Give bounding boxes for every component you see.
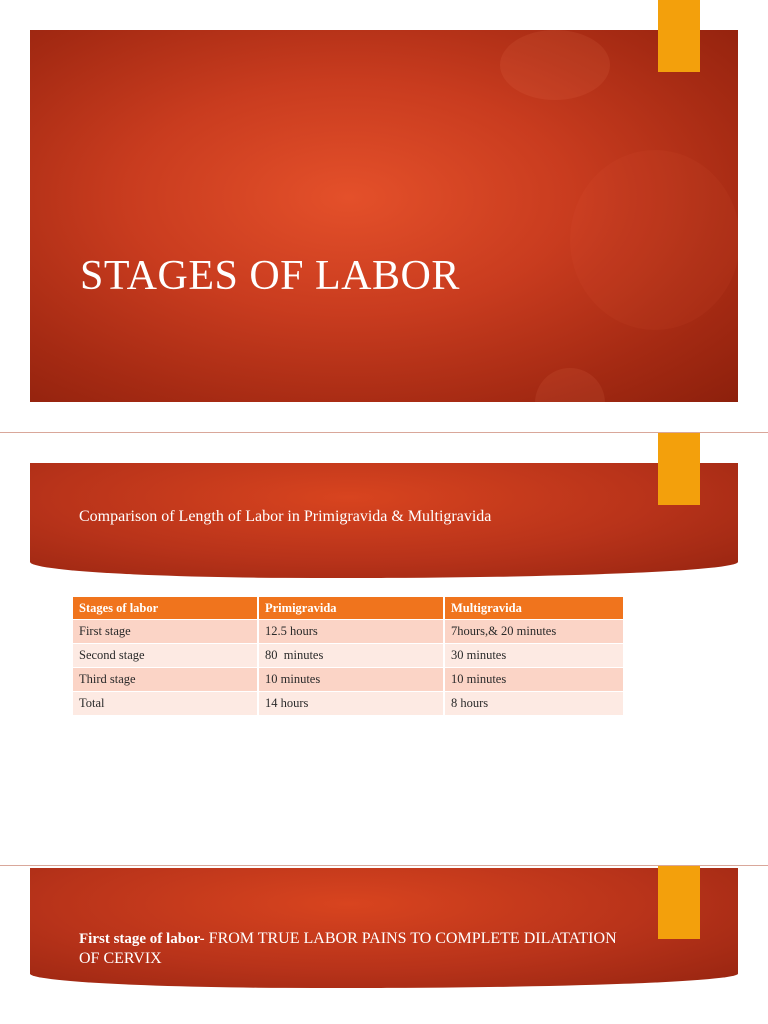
bokeh-light bbox=[570, 150, 738, 330]
column-header: Stages of labor bbox=[73, 597, 258, 620]
title-panel bbox=[30, 30, 738, 402]
heading-banner bbox=[30, 868, 738, 988]
bokeh-light bbox=[500, 30, 610, 100]
accent-tab bbox=[658, 0, 700, 72]
table-header-row bbox=[73, 597, 624, 620]
table-cell: 12.5 hours bbox=[258, 620, 444, 644]
table-cell: Second stage bbox=[73, 644, 258, 668]
slide-heading: Comparison of Length of Labor in Primigravida & Multigravida bbox=[79, 508, 492, 525]
table-cell: 10 minutes bbox=[258, 668, 444, 692]
first-stage-slide bbox=[0, 866, 768, 1024]
table-row bbox=[73, 620, 624, 644]
labor-length-table bbox=[73, 597, 625, 715]
heading-description: FROM TRUE LABOR PAINS TO COMPLETE DILATATION OF CERVIX bbox=[79, 930, 617, 967]
table-row bbox=[73, 668, 624, 692]
table-cell: Total bbox=[73, 692, 258, 716]
table-cell: 10 minutes bbox=[444, 668, 624, 692]
slide-title: STAGES OF LABOR bbox=[80, 253, 460, 299]
table-cell: 8 hours bbox=[444, 692, 624, 716]
table-cell: 14 hours bbox=[258, 692, 444, 716]
table-cell: 80 minutes bbox=[258, 644, 444, 668]
title-slide bbox=[0, 0, 768, 432]
slide-heading bbox=[79, 929, 619, 969]
accent-tab bbox=[658, 433, 700, 505]
table-row bbox=[73, 644, 624, 668]
table-cell: 7hours,& 20 minutes bbox=[444, 620, 624, 644]
comparison-slide bbox=[0, 433, 768, 865]
bokeh-light bbox=[535, 368, 605, 402]
table-cell: Third stage bbox=[73, 668, 258, 692]
accent-tab bbox=[658, 866, 700, 939]
table-cell: 30 minutes bbox=[444, 644, 624, 668]
column-header: Primigravida bbox=[258, 597, 444, 620]
column-header: Multigravida bbox=[444, 597, 624, 620]
table-row bbox=[73, 692, 624, 716]
heading-bold-label: First stage of labor- bbox=[79, 931, 205, 947]
heading-banner bbox=[30, 463, 738, 578]
table-cell: First stage bbox=[73, 620, 258, 644]
